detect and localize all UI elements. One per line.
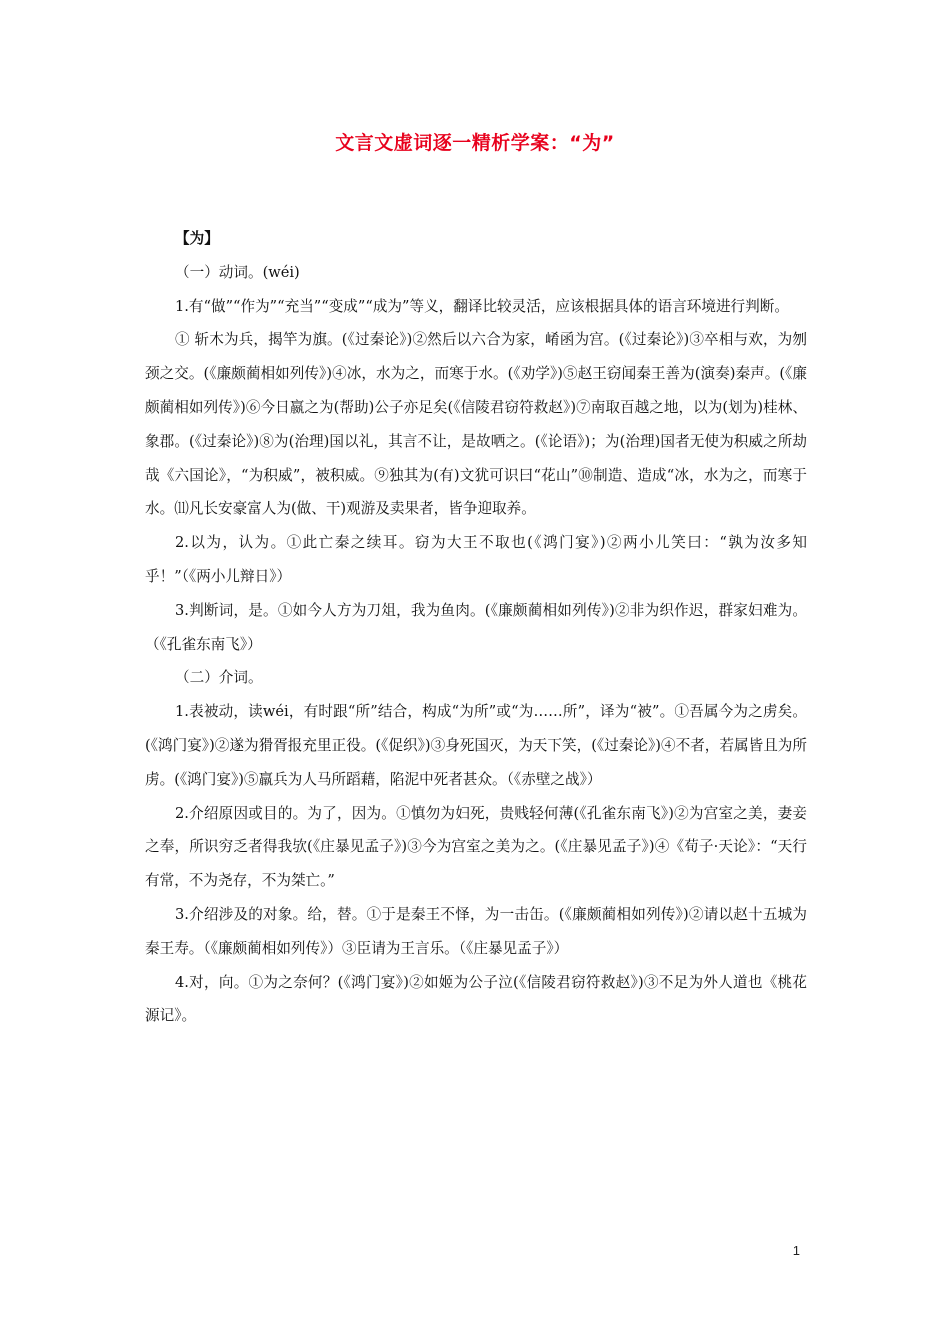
paragraph-preposition-4: 4.对，向。①为之奈何？(《鸿门宴》)②如姬为公子泣(《信陵君窃符救赵》)③不足为外人道也《桃花源记》。 <box>145 973 807 1025</box>
section-heading: 【为】 <box>175 230 219 247</box>
paragraph-verb-1-examples: ① 斩木为兵，揭竿为旗。(《过秦论》)②然后以六合为家，崤函为宫。(《过秦论》)③卒相与欢，为刎颈之交。(《廉颇蔺相如列传》)④冰，水为之，而寒于水。(《劝学》)⑤赵王窃闻秦王善为(演奏)秦声。(《廉颇蔺相如列传》)⑥今日嬴之为(帮助)公子亦足矣(《信陵君窃符救赵》)⑦南取百越之地，以为(划为)桂林、象郡。(《过秦论》)⑧为(治理)国以礼，其言不让，是故哂之。(《论语》)；为(治理)国者无使为积威之所劫哉《六国论》，“为积威”，被积威。⑨独其为(有)文犹可识曰“花山”⑩制造、造成“冰，水为之，而寒于水。⑾凡长安豪富人为(做、干)观游及卖果者，皆争迎取养。 <box>145 331 807 518</box>
paragraph-verb-3: 3.判断词，是。①如今人方为刀俎，我为鱼肉。(《廉颇蔺相如列传》)②非为织作迟，群家妇难为。（《孔雀东南飞》） <box>145 601 807 653</box>
paragraph-preposition-2: 2.介绍原因或目的。为了，因为。①慎勿为妇死，贵贱轻何薄(《孔雀东南飞》)②为宫室之美，妻妾之奉，所识穷乏者得我欤(《庄暴见孟子》)③今为宫室之美为之。(《庄暴见孟子》)④《荀子·天论》：“天行有常，不为尧存，不为桀亡。” <box>145 804 807 890</box>
paragraph-verb-2: 2.以为，认为。①此亡秦之续耳。窃为大王不取也(《鸿门宴》)②两小儿笑曰：“孰为汝多知乎！”（《两小儿辩日》） <box>145 534 807 585</box>
document-body <box>145 222 807 1033</box>
paragraph-preposition-section: （二）介词。 <box>175 669 263 687</box>
paragraph-verb-section: （一）动词。(wéi) <box>175 263 300 281</box>
page-number: 1 <box>792 1243 800 1258</box>
paragraph-preposition-1: 1.表被动，读wéi，有时跟“所”结合，构成“为所”或“为……所”，译为“被”。①吾属今为之虏矣。(《鸿门宴》)②遂为猾胥报充里正役。(《促织》)③身死国灭，为天下笑，(《过秦论》)④不者，若属皆且为所虏。(《鸿门宴》)⑤羸兵为人马所蹈藉，陷泥中死者甚众。（《赤壁之战》） <box>145 703 807 788</box>
paragraph-verb-1: 1.有“做”“作为”“充当”“变成”“成为”等义，翻译比较灵活，应该根据具体的语言环境进行判断。 <box>175 297 789 315</box>
paragraph-preposition-3: 3.介绍涉及的对象。给，替。①于是秦王不怿，为一击缶。(《廉颇蔺相如列传》)②请以赵十五城为秦王寿。（《廉颇蔺相如列传》）③臣请为王言乐。（《庄暴见孟子》） <box>145 905 807 957</box>
document-title: 文言文虚词逐一精析学案：“为” <box>335 132 615 154</box>
